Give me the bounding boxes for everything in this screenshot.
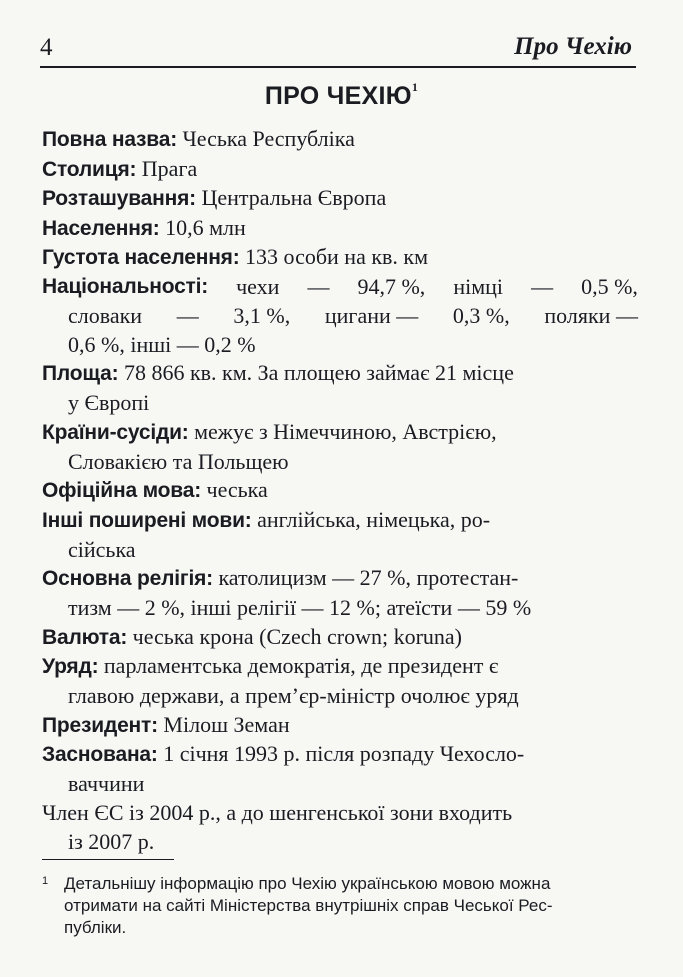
chapter-title-text: ПРО ЧЕХІЮ [264,82,412,110]
fact-full-name [42,124,638,154]
footnote-line: Детальнішу інформацію про Чехію українською мовою можна [64,874,551,893]
fact-value-continued: сійська [68,536,136,562]
fact-label: Основна релігія: [42,567,213,590]
fact-eu-membership [42,798,638,856]
fact-value-continued: Словакією та Польщею [68,448,289,474]
fact-label: Країни-сусіди: [42,420,189,444]
fact-value: Член ЄС із 2004 р., а до шенгенської зони входить [42,799,513,825]
fact-value-word: цигани — [324,302,419,328]
fact-value: католицизм — 27 %, протестан- [218,565,519,590]
fact-label: Національності: [42,274,209,298]
fact-official-language [42,475,638,505]
fact-value-continued: із 2007 р. [68,828,155,854]
fact-value-word: чехи [236,273,280,299]
footnote-reference: 1 [411,80,419,94]
fact-value-word: 3,1 %, [233,302,291,328]
fact-currency [42,622,638,652]
fact-value: Прага [141,155,198,181]
fact-value-word: — [176,302,199,328]
fact-value-continued: тизм — 2 %, інші релігії — 12 %; атеїсти — 59 % [68,595,532,620]
fact-value: 78 866 кв. км. За площею займає 21 місце [123,360,514,385]
fact-label: Інші поширені мови: [42,508,252,532]
fact-value-continued: главою держави, а прем’єр-міністр очолює уряд [68,683,519,708]
fact-value-word: 94,7 %, [357,273,426,299]
footnote-divider [42,859,174,860]
fact-value-continued: ваччини [68,771,145,796]
fact-other-languages [42,505,638,564]
fact-value: чеська крона (Czech crown; koruna) [132,623,462,649]
fact-label: Повна назва: [42,128,177,151]
fact-list [42,124,638,855]
footnote-mark: 1 [42,875,49,887]
fact-label: Заснована: [42,743,158,766]
fact-population [42,213,638,243]
page-number: 4 [40,34,53,61]
fact-capital [42,154,638,184]
fact-label: Площа: [42,362,119,385]
fact-label: Офіційна мова: [42,479,201,502]
fact-label: Густота населення: [42,246,240,269]
fact-neighbors [42,417,638,476]
footnote-line: отримати на сайті Міністерства внутрішніх справ Чеської Рес- [64,896,553,915]
fact-value-word: — [307,273,330,299]
fact-label: Валюта: [42,625,128,649]
page-header [40,32,636,68]
fact-president [42,710,638,740]
running-title: Про Чехію [514,33,632,60]
fact-value: чеська [206,477,268,502]
fact-value: Мілош Земан [163,711,290,737]
fact-label: Розташування: [42,187,196,210]
fact-value-word: 0,5 %, [581,273,638,299]
fact-value-word: поляки — [544,302,638,328]
fact-value: межує з Німеччиною, Австрією, [194,418,497,444]
fact-density [42,242,638,272]
fact-label: Столиця: [42,157,137,181]
fact-label: Населення: [42,216,160,240]
fact-value: парламентська демократія, де президент є [103,653,499,678]
fact-value: 1 січня 1993 р. після розпаду Чехосло- [163,741,525,766]
fact-value-word: німці [453,273,504,299]
fact-value: Чеська Республіка [182,126,355,151]
fact-value: 0,6 %, інші — 0,2 % [68,331,256,357]
fact-value: 133 особи на кв. км [245,244,429,269]
fact-label: Президент: [42,713,158,737]
fact-area [42,358,638,417]
fact-value-word: 0,3 %, [452,302,510,328]
fact-label: Уряд: [42,655,99,678]
fact-government [42,651,638,710]
fact-value-word: словаки [68,302,143,328]
fact-location [42,183,638,213]
fact-founded [42,739,638,798]
fact-value: Центральна Європа [201,185,387,210]
fact-value: англійська, німецька, ро- [257,506,491,532]
fact-religion [42,563,638,622]
fact-nationalities [42,272,638,359]
fact-value-continued: у Європі [68,390,150,415]
footnote-line: публіки. [64,918,127,937]
fact-value: 10,6 млн [165,214,246,240]
footnote [42,873,638,939]
chapter-title [0,80,683,111]
fact-value-word: — [531,273,554,299]
